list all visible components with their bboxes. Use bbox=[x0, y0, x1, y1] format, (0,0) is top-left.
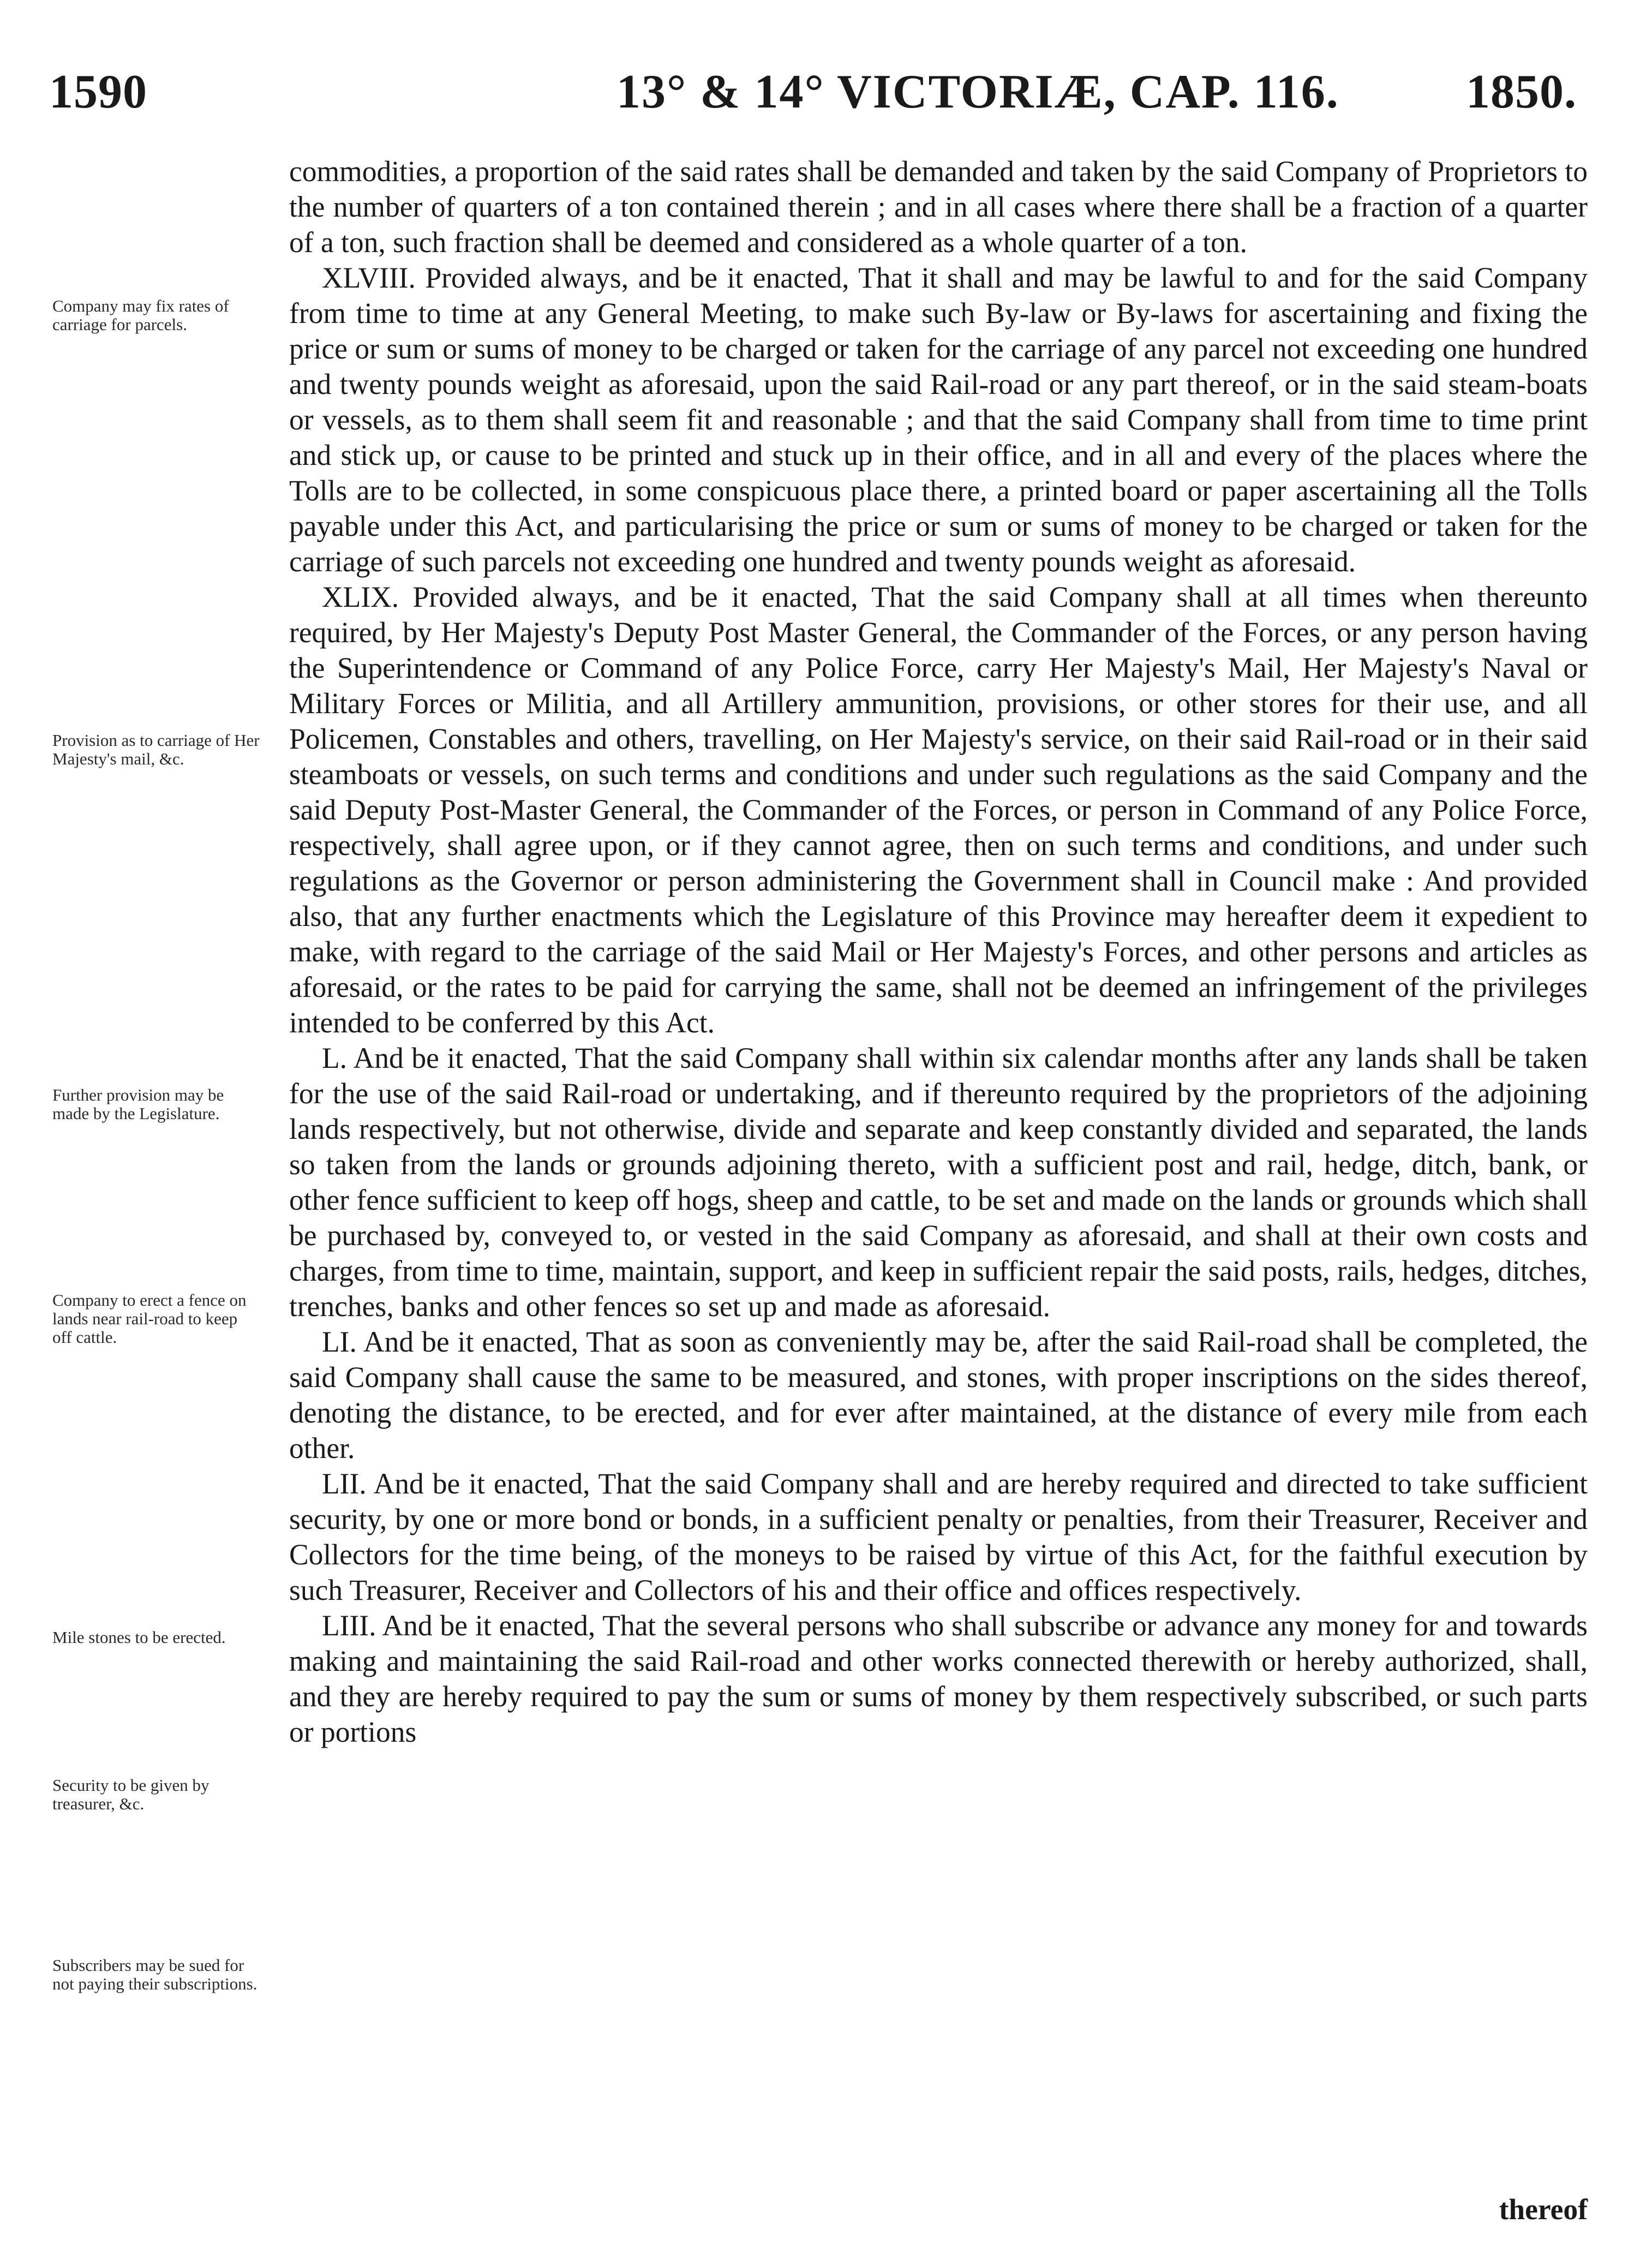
catchword: thereof bbox=[1499, 2193, 1588, 2226]
year: 1850. bbox=[1466, 65, 1577, 118]
marginal-note-parcels: Company may fix rates of carriage for parcels. bbox=[52, 296, 229, 334]
marginal-note-fence: Company to erect a fence on lands near rail-road to keep off cattle. bbox=[52, 1290, 247, 1347]
body-text bbox=[289, 154, 1588, 1750]
page-number: 1590 bbox=[49, 65, 147, 118]
paragraph-continuation: commodities, a proportion of the said rates shall be demanded and taken by the said Company of Proprietors to the number of quarters of a ton contained therein ; and in all cases where there shall be a fraction of a quarter of a ton, such fraction shall be deemed and considered as a whole quarter of a ton. bbox=[289, 155, 1588, 259]
section-48: XLVIII. Provided always, and be it enacted, That it shall and may be lawful to and for the said Company from time to time at any General Meeting, to make such By-law or By-laws for ascertaining and fixing the price or sum or sums of money to be charged or taken for the carriage of any parcel not exceeding one hundred and twenty pounds weight as aforesaid, upon the said Rail-road or any part thereof, or in the said steam-boats or vessels, as to them shall seem fit and reasonable ; and that the said Company shall from time to time print and stick up, or cause to be printed and stuck up in their office, and in all and every of the places where the Tolls are to be collected, in some conspicuous place there, a printed board or paper ascertaining all the Tolls payable under this Act, and particularising the price or sum or sums of money to be charged or taken for the carriage of such parcels not exceeding one hundred and twenty pounds weight as aforesaid. bbox=[289, 261, 1588, 578]
section-49: XLIX. Provided always, and be it enacted, That the said Company shall at all times when thereunto required, by Her Majesty's Deputy Post Master General, the Commander of the Forces, or any person having the Superintendence or Command of any Police Force, carry Her Majesty's Mail, Her Majesty's Naval or Military Forces or Militia, and all Artillery ammunition, provisions, or other stores for their use, and all Policemen, Constables and others, travelling, on Her Majesty's service, on their said Rail-road or in their said steamboats or vessels, on such terms and conditions and under such regulations as the said Company and the said Deputy Post-Master General, the Commander of the Forces, or person in Command of any Police Force, respectively, shall agree upon, or if they cannot agree, then on such terms and conditions, and under such regulations as the Governor or person administering the Government shall in Council make : And provided also, that any further enactments which the Legislature of this Province may hereafter deem it expedient to make, with regard to the carriage of the said Mail or Her Majesty's Forces, and other persons and articles as aforesaid, or the rates to be paid for carrying the same, shall not be deemed an infringement of the privileges intended to be conferred by this Act. bbox=[289, 581, 1588, 1039]
section-50: L. And be it enacted, That the said Company shall within six calendar months after any lands shall be taken for the use of the said Rail-road or undertaking, and if thereunto required by the proprietors of the adjoining lands respectively, but not otherwise, divide and separate and keep constantly divided and separated, the lands so taken from the lands or grounds adjoining thereto, with a sufficient post and rail, hedge, ditch, bank, or other fence sufficient to keep off hogs, sheep and cattle, to be set and made on the lands or grounds which shall be purchased by, conveyed to, or vested in the said Company as aforesaid, and shall at their own costs and charges, from time to time, maintain, support, and keep in sufficient repair the said posts, rails, hedges, ditches, trenches, banks and other fences so set up and made as aforesaid. bbox=[289, 1042, 1588, 1323]
act-title: 13° & 14° VICTORIÆ, CAP. 116. bbox=[616, 65, 1339, 118]
marginal-note-security: Security to be given by treasurer, &c. bbox=[52, 1776, 210, 1813]
marginal-note-mile-stones: Mile stones to be erected. bbox=[52, 1628, 226, 1647]
section-52: LII. And be it enacted, That the said Company shall and are hereby required and directed to take sufficient security, by one or more bond or bonds, in a sufficient penalty or penalties, from their Treasurer, Receiver and Collectors for the time being, of the moneys to be raised by virtue of this Act, for the faithful execution by such Treasurer, Receiver and Collectors of his and their office and offices respectively. bbox=[289, 1467, 1588, 1606]
marginal-note-legislature: Further provision may be made by the Legislature. bbox=[52, 1085, 224, 1123]
marginal-note-mail: Provision as to carriage of Her Majesty's mail, &c. bbox=[52, 731, 260, 768]
page-header bbox=[49, 64, 1577, 124]
section-51: LI. And be it enacted, That as soon as conveniently may be, after the said Rail-road shall be completed, the said Company shall cause the same to be measured, and stones, with proper inscriptions on the sides thereof, denoting the distance, to be erected, and for ever after maintained, at the distance of every mile from each other. bbox=[289, 1325, 1588, 1465]
section-53: LIII. And be it enacted, That the several persons who shall subscribe or advance any money for and towards making and maintaining the said Rail-road and other works connected therewith or hereby authorized, shall, and they are hereby required to pay the sum or sums of money by them respectively subscribed, or such parts or portions bbox=[289, 1609, 1588, 1748]
marginal-note-subscribers: Subscribers may be sued for not paying their subscriptions. bbox=[52, 1956, 258, 1993]
